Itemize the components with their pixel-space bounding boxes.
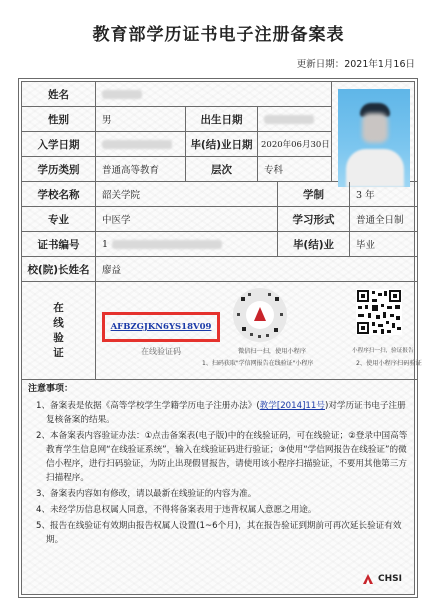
verification-qr-code [356, 289, 402, 335]
online-label-cell [22, 282, 96, 380]
id-photo [338, 89, 410, 187]
birth-value [258, 107, 332, 132]
enroll-label: 入学日期 [22, 132, 96, 157]
grad-status-value: 毕业 [350, 232, 418, 257]
president-value: 廖益 [96, 257, 418, 282]
mini-program-qr [232, 287, 288, 343]
grad-value: 2020年06月30日 [258, 132, 332, 157]
name-label: 姓名 [22, 82, 96, 107]
name-value [96, 82, 332, 107]
study-form-value: 普通全日制 [350, 207, 418, 232]
cert-label: 证书编号 [22, 232, 96, 257]
level-value: 专科 [258, 157, 332, 182]
edu-type-label: 学历类别 [22, 157, 96, 182]
note-item: 4、未经学历信息权属人同意，不得将备案表用于违背权属人意愿之用途。 [36, 505, 317, 515]
qr2-caption-top: 小程序扫一扫，验证报告 [352, 348, 414, 354]
qr1-caption: 1、扫码获取"学信网报告在线验证"小程序 [202, 360, 314, 367]
chsi-text: CHSI [378, 574, 402, 584]
major-label: 专业 [22, 207, 96, 232]
regulation-link[interactable]: 教学[2014]11号 [259, 401, 325, 411]
note-item: 3、备案表内容如有修改，请以最新在线验证的内容为准。 [36, 489, 257, 499]
edu-type-value: 普通高等教育 [96, 157, 186, 182]
level-label: 层次 [186, 157, 258, 182]
birth-label: 出生日期 [186, 107, 258, 132]
notes-section [28, 382, 412, 549]
record-form [18, 78, 422, 598]
note-item: 1、备案表是依据《高等学校学生学籍学历电子注册办法》(教学[2014]11号)对学历证书电子注册复核备案的结果。 [36, 401, 406, 425]
grad-status-label: 毕(结)业 [278, 232, 350, 257]
verification-code-caption: 在线验证码 [141, 347, 181, 356]
length-label: 学制 [278, 182, 350, 207]
online-char-4: 证 [53, 346, 64, 359]
qr2-caption: 2、使用小程序扫码验证 [356, 360, 422, 367]
online-char-3: 验 [53, 331, 64, 344]
note-item: 2、本备案表内容验证办法：①点击备案表(电子版)中的在线验证码，可在线验证；②登录中国高等教育学生信息网“在线验证系统”，输入在线验证码进行验证；③使用“学信网报告在线验证”的微信小程序，进行扫码验证，为防止出现假冒报告，请使用该小程序扫描验证，不要用其他第三方扫描程序。 [36, 431, 408, 483]
length-value: 3 年 [350, 182, 418, 207]
note-item: 5、报告在线验证有效期由报告权属人设置(1~6个月)，其在报告验证到期前可再次延长验证有效期。 [36, 521, 402, 545]
grad-label: 毕(结)业日期 [186, 132, 258, 157]
verification-code-link[interactable]: AFBZGJKN6YS18V09 [102, 312, 220, 342]
qr1-caption-top: 微信扫一扫，使用小程序 [238, 348, 307, 355]
enroll-value [96, 132, 186, 157]
chsi-logo-icon [361, 572, 375, 586]
online-char-2: 线 [53, 316, 64, 329]
president-label: 校(院)长姓名 [22, 257, 96, 282]
gender-value: 男 [96, 107, 186, 132]
school-value: 韶关学院 [96, 182, 278, 207]
update-date: 更新日期：2021年1月16日 [296, 59, 415, 70]
notes-title: 注意事项： [28, 384, 74, 394]
study-form-label: 学习形式 [278, 207, 350, 232]
form-inner [21, 81, 422, 595]
gender-label: 性别 [22, 107, 96, 132]
major-value: 中医学 [96, 207, 278, 232]
cert-prefix: 1 [102, 238, 109, 250]
chsi-logo [361, 572, 402, 586]
cert-value [96, 232, 278, 257]
online-char-1: 在 [53, 301, 64, 314]
school-label: 学校名称 [22, 182, 96, 207]
page-title: 教育部学历证书电子注册备案表 [92, 25, 345, 45]
